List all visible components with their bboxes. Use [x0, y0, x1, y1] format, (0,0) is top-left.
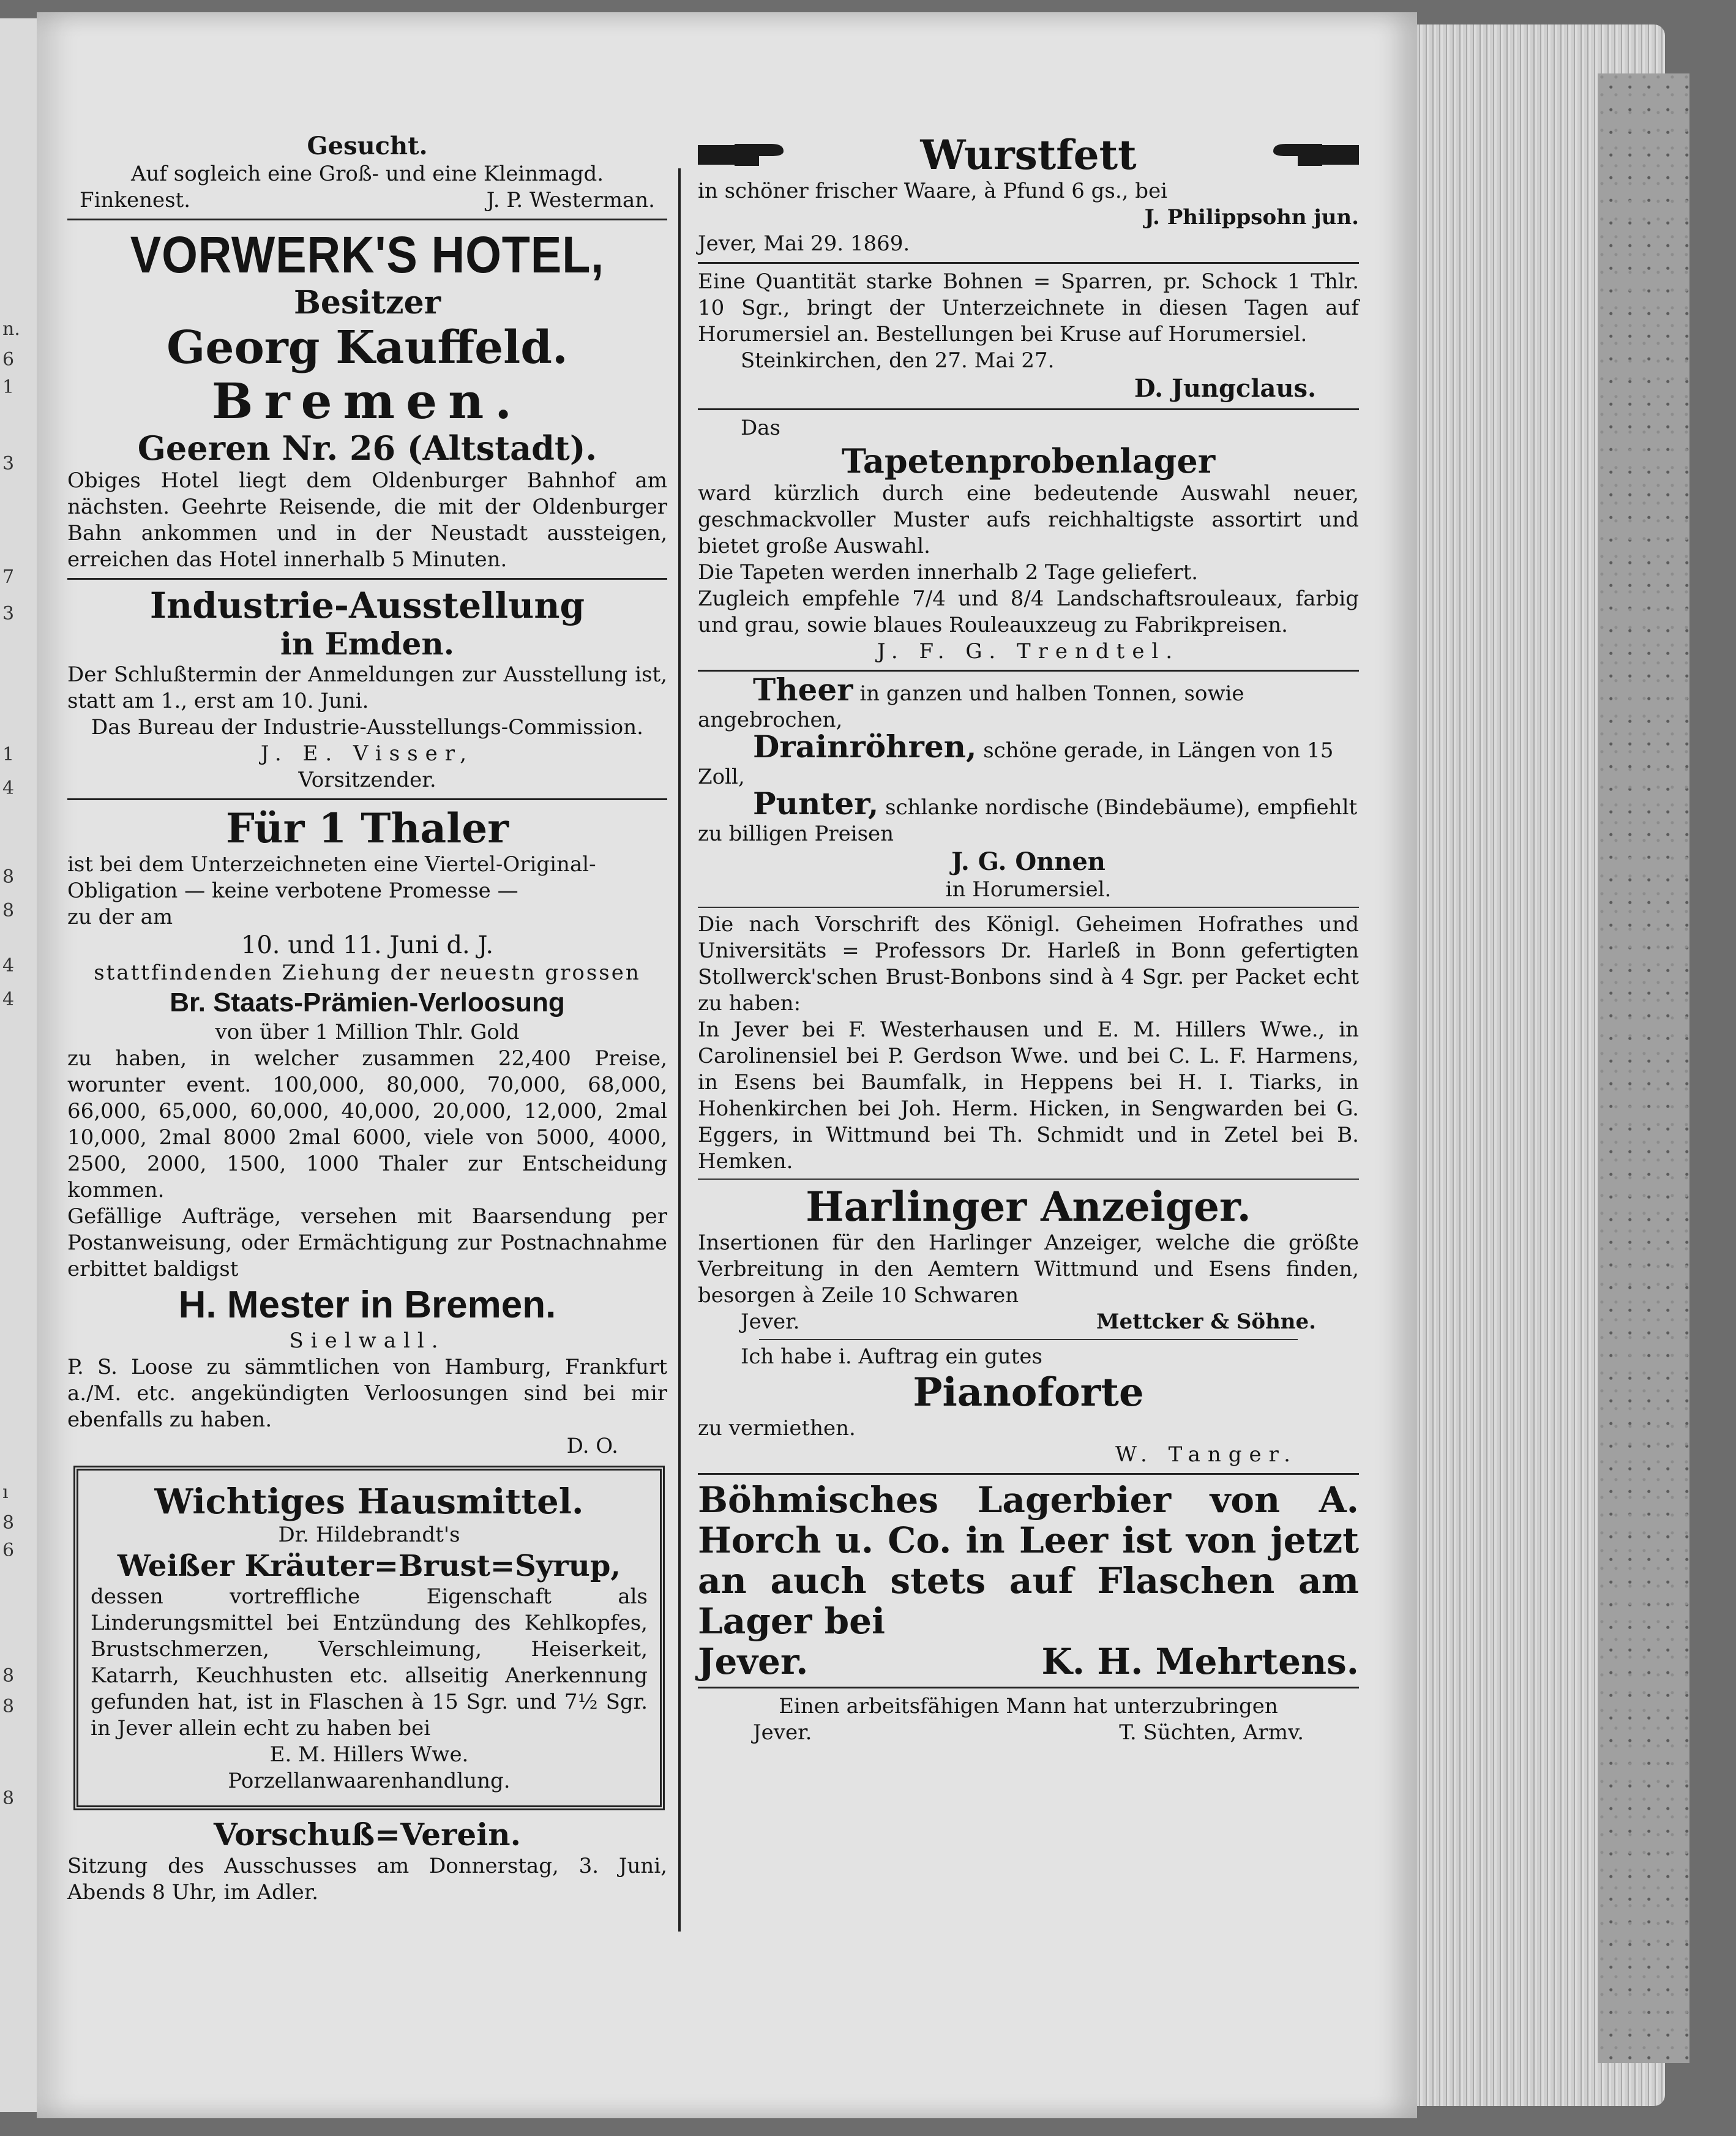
ad-title: Tapetenprobenlager [841, 441, 1216, 481]
ad-text: schlanke nordische (Bindebäume), empfiehlt zu billigen Preisen [698, 795, 1358, 846]
ad-pianoforte [698, 1344, 1359, 1468]
separator [698, 1473, 1359, 1475]
ad-subtitle: in Emden. [280, 626, 455, 662]
ad-line [698, 785, 1359, 847]
ad-text: ist bei dem Unterzeichneten eine Viertel-Original- [67, 852, 596, 877]
ad-title: Pianoforte [913, 1370, 1144, 1415]
margin-mark: 8 [2, 1696, 15, 1717]
ad-orders: Gefällige Aufträge, versehen mit Baarsendung per Postanweisung, oder Ermächtigung zur Postnachnahme erbittet baldigst [67, 1204, 667, 1281]
ad-name: J. F. G. Trendtel. [877, 639, 1180, 664]
ad-text: Zugleich empfehle 7/4 und 8/4 Landschaftsrouleaux, farbig und grau, sowie blaues Rouleauxzeug zu Fabrikpreisen. [698, 586, 1359, 637]
ad-text: in schöner frischer Waare, à Pfund 6 gs., bei [698, 179, 1168, 203]
ad-bonbons [698, 912, 1359, 1175]
ad-title-line [698, 132, 1359, 178]
ad-role: Vorsitzender. [298, 768, 436, 792]
ad-seller: K. H. Mehrtens. [1041, 1641, 1359, 1682]
ad-name: D. Jungclaus. [1134, 374, 1316, 403]
ad-signature-line [698, 1309, 1359, 1335]
separator [698, 1179, 1359, 1180]
ad-firm: H. Mester in Bremen. [178, 1284, 556, 1326]
ad-sellers: In Jever bei F. Westerhausen und E. M. Hillers Wwe., in Carolinensiel bei P. Gerdson Wwe. und bei C. L. F. Harmens, in Esens bei Baumfalk, in Heppens bei H. I. Tiarks, in Hohenkirchen bei Joh. Herm. Hicken, in Sengwarden bei G. Eggers, in Wittmund bei Th. Schmidt und in Zetel bei B. Hemken. [698, 1017, 1359, 1174]
ad-title: Gesucht. [307, 132, 428, 160]
separator [67, 578, 667, 580]
ad-intro: Das [741, 416, 780, 440]
ad-line [698, 729, 1359, 790]
ad-vorschuss [67, 1816, 667, 1906]
ad-ps: P. S. Loose zu sämmtlichen von Hamburg, Frankfurt a./M. etc. angekündigten Verloosungen sind bei mir ebenfalls zu haben. [67, 1355, 667, 1432]
margin-mark: 3 [2, 603, 15, 624]
ad-name: J. P. Westerman. [486, 188, 655, 212]
ad-text: Insertionen für den Harlinger Anzeiger, welche die größte Verbreitung in den Aemtern Wittmund und Esens finden, besorgen à Zeile 10 Schwaren [698, 1231, 1359, 1308]
ad-text: Auf sogleich eine Groß- und eine Kleinmagd. [130, 162, 604, 186]
ad-shop: Porzellanwaarenhandlung. [228, 1769, 511, 1793]
ad-title: Vorschuß=Verein. [213, 1816, 521, 1853]
ad-product: Weißer Kräuter=Brust=Syrup, [117, 1549, 621, 1583]
ad-address: Geeren Nr. 26 (Altstadt). [137, 429, 597, 468]
margin-mark: 8 [2, 1512, 15, 1534]
left-column [67, 132, 667, 1906]
ad-mann [698, 1693, 1359, 1746]
ad-seller: J. Philippsohn jun. [1144, 205, 1359, 230]
ad-gesucht [67, 132, 667, 214]
margin-mark: 1 [2, 744, 15, 765]
ad-text: zu der am [67, 905, 173, 929]
ad-text: Ich habe i. Auftrag ein gutes [741, 1344, 1042, 1369]
ad-seller: E. M. Hillers Wwe. [269, 1742, 469, 1767]
ad-hausmittel-box [73, 1466, 665, 1810]
ad-seller: J. G. Onnen [951, 847, 1106, 876]
ad-thaler [67, 805, 667, 1460]
ad-name: J. E. Visser, [260, 741, 474, 766]
ad-title: Wurstfett [920, 131, 1137, 179]
ad-place: Jever. [741, 1310, 800, 1334]
margin-mark: 8 [2, 866, 15, 888]
ad-harlinger [698, 1183, 1359, 1335]
ad-title: Industrie-Ausstellung [149, 585, 585, 626]
pointing-hand-left-icon [1267, 138, 1359, 172]
ad-signature-line [67, 187, 667, 214]
ad-date: Jever, Mai 29. 1869. [698, 231, 910, 256]
margin-mark: 3 [2, 453, 15, 474]
ad-text: Obligation — keine verbotene Promesse — [67, 879, 518, 903]
ad-bureau: Das Bureau der Industrie-Ausstellungs-Commission. [91, 715, 643, 740]
ad-lagerbier [698, 1480, 1359, 1682]
ad-item: Punter, [753, 785, 879, 822]
ad-gold: von über 1 Million Thlr. Gold [215, 1020, 520, 1044]
ad-title: Wichtiges Hausmittel. [154, 1482, 584, 1522]
ad-text: Einen arbeitsfähigen Mann hat unterzubringen [779, 1694, 1278, 1718]
ad-owner-label: Besitzer [293, 284, 441, 321]
margin-mark: 6 [2, 1540, 15, 1561]
separator [698, 262, 1359, 264]
book-cover-edge [1598, 73, 1689, 2063]
ad-text: Eine Quantität starke Bohnen = Sparren, pr. Schock 1 Thlr. 10 Sgr., bringt der Unterzeichnete in diesen Tagen auf Horumersiel an. Bestellungen bei Kruse auf Horumersiel. [698, 269, 1359, 347]
ad-doctor: Dr. Hildebrandt's [278, 1523, 460, 1547]
ad-name: T. Süchten, Armv. [1119, 1720, 1304, 1745]
newspaper-page [37, 12, 1417, 2118]
margin-mark: 1 [2, 377, 15, 398]
margin-mark: 8 [2, 1788, 15, 1809]
pointing-hand-right-icon [698, 138, 790, 172]
margin-mark: 4 [2, 955, 15, 976]
margin-mark: 7 [2, 566, 15, 588]
separator [759, 1339, 1298, 1340]
ad-text: dessen vortreffliche Eigenschaft als Linderungsmittel bei Entzündung des Kehlkopfes, Brustschmerzen, Verschleimung, Heiserkeit, Katarrh, Keuchhusten etc. allseitig Anerkennung gefunden hat, ist in Flaschen à 15 Sgr. und 7½ Sgr. in Jever allein echt zu haben bei [91, 1584, 648, 1741]
ad-place: Jever. [698, 1641, 809, 1682]
ad-text: Sitzung des Ausschusses am Donnerstag, 3. Juni, Abends 8 Uhr, im Adler. [67, 1854, 667, 1905]
ad-text: Böhmisches Lagerbier von A. Horch u. Co. in Leer ist von jetzt an auch stets auf Flaschen am Lager bei [698, 1479, 1359, 1642]
ad-text: zu vermiethen. [698, 1416, 856, 1441]
ad-signature-line [698, 1641, 1359, 1682]
ad-vorwerk-hotel [67, 225, 667, 573]
margin-mark: 6 [2, 349, 15, 370]
ad-text: ward kürzlich durch eine bedeutende Auswahl neuer, geschmackvoller Muster aufs reichhaltigste assortirt und bietet große Auswahl. [698, 481, 1359, 558]
ad-name: W. Tanger. [1115, 1442, 1298, 1467]
ad-title: Für 1 Thaler [225, 804, 509, 852]
separator [698, 408, 1359, 410]
ad-text: stattfindenden Ziehung der neuestn grossen [94, 961, 641, 985]
ad-signature-line [698, 1720, 1359, 1746]
separator [698, 1687, 1359, 1688]
ad-owner: Georg Kauffeld. [166, 321, 568, 374]
separator [67, 219, 667, 220]
ad-text: Die nach Vorschrift des Königl. Geheimen Hofrathes und Universitäts = Professors Dr. Harleß in Bonn gefertigten Stollwerck'schen Brust-Bonbons sind à 4 Sgr. per Packet echt zu haben: [698, 912, 1359, 1016]
ad-text: Obiges Hotel liegt dem Oldenburger Bahnhof am nächsten. Geehrte Reisende, die mit der Oldenburger Bahn ankommen und in der Neustadt aussteigen, erreichen das Hotel innerhalb 5 Minuten. [67, 468, 667, 572]
margin-mark: 8 [2, 1665, 15, 1687]
ad-city: Bremen. [211, 372, 523, 430]
right-column [698, 132, 1359, 1746]
ad-title: VORWERK'S HOTEL, [130, 226, 605, 283]
margin-mark: 4 [2, 989, 15, 1010]
ad-dates: 10. und 11. Juni d. J. [241, 931, 494, 959]
ad-firm: Mettcker & Söhne. [1096, 1310, 1316, 1334]
separator [698, 907, 1359, 908]
ad-text: in ganzen und halben Tonnen, sowie angebrochen, [698, 681, 1244, 732]
margin-mark: ı [2, 1482, 9, 1503]
ad-date: Steinkirchen, den 27. Mai 27. [741, 348, 1055, 373]
margin-mark: 4 [2, 778, 15, 799]
ad-text: Die Tapeten werden innerhalb 2 Tage geliefert. [698, 560, 1199, 585]
ad-lottery: Br. Staats-Prämien-Verloosung [170, 987, 565, 1017]
ad-tapeten [698, 415, 1359, 665]
ad-place: Finkenest. [80, 188, 191, 212]
separator [67, 798, 667, 800]
ad-text: schöne gerade, in Längen von 15 Zoll, [698, 738, 1334, 789]
ad-wurstfett [698, 132, 1359, 257]
ad-theer [698, 672, 1359, 903]
ad-place: Jever. [753, 1720, 812, 1745]
margin-mark: 8 [2, 900, 15, 921]
ad-item: Theer [753, 672, 853, 708]
ad-bohnen [698, 269, 1359, 403]
ad-text: Der Schlußtermin der Anmeldungen zur Ausstellung ist, statt am 1., erst am 10. Juni. [67, 662, 667, 713]
ad-title: Harlinger Anzeiger. [806, 1183, 1251, 1231]
ad-industrie [67, 585, 667, 793]
ad-street: Sielwall. [289, 1328, 446, 1353]
column-divider [678, 168, 681, 1932]
ad-prizes: zu haben, in welcher zusammen 22,400 Preise, worunter event. 100,000, 80,000, 70,000, 68,000, 66,000, 65,000, 60,000, 40,000, 20,000, 12,000, 2mal 10,000, 2mal 8000 2mal 6000, viele von 5000, 4000, 2500, 2000, 1500, 1000 Thaler zur Entscheidung kommen. [67, 1046, 667, 1202]
ad-item: Drainröhren, [753, 729, 977, 765]
left-page-margin [0, 18, 39, 2112]
ad-place: in Horumersiel. [945, 877, 1112, 902]
ad-line [698, 672, 1359, 733]
margin-mark: n. [2, 318, 20, 340]
ad-initials: D. O. [566, 1434, 618, 1458]
